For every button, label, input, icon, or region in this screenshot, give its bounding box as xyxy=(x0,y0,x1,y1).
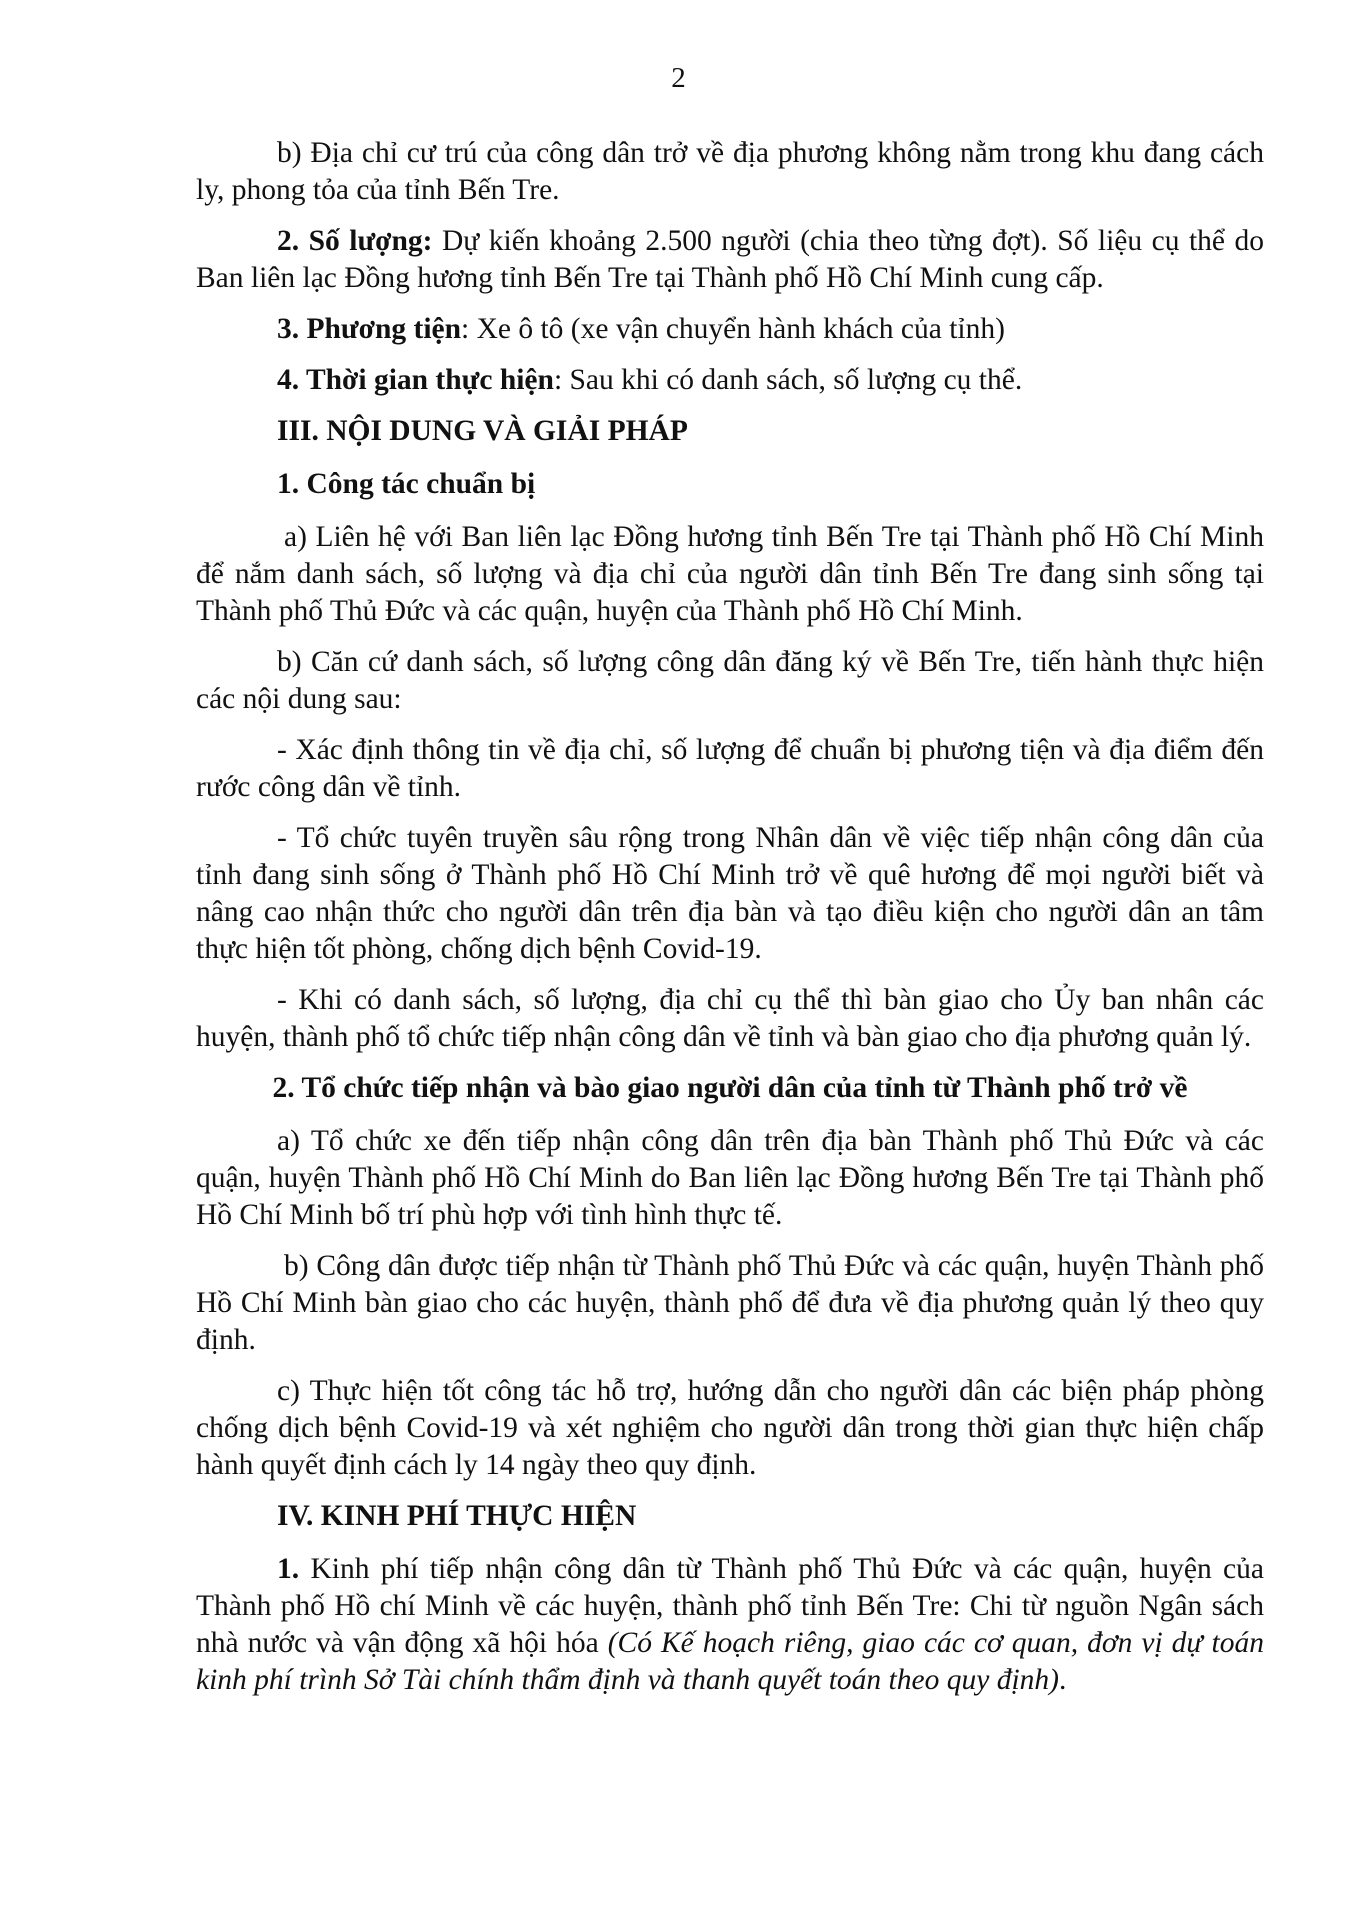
paragraph-text: : Sau khi có danh sách, số lượng cụ thể. xyxy=(553,364,1023,396)
paragraph: b) Căn cứ danh sách, số lượng công dân đăng ký về Bến Tre, tiến hành thực hiện các nội dung sau: xyxy=(196,646,1264,715)
subsection-heading: 1. Công tác chuẩn bị xyxy=(277,468,536,500)
bold-lead: 2. Số lượng: xyxy=(277,225,433,257)
paragraph xyxy=(196,362,1264,399)
paragraph: b) Địa chỉ cư trú của công dân trở về địa phương không nằm trong khu đang cách ly, phong tỏa của tỉnh Bến Tre. xyxy=(196,137,1264,206)
paragraph-text: Kinh phí tiếp nhận công dân từ Thành phố Thủ Đức và các quận, huyện của Thành phố Hồ chí Minh về các huyện, thành phố tỉnh Bến Tre: Chi từ nguồn Ngân sách nhà nước và vận động xã hội hóa xyxy=(196,1553,1264,1659)
page-number: 2 xyxy=(671,62,686,94)
paragraph: - Xác định thông tin về địa chỉ, số lượng để chuẩn bị phương tiện và địa điểm đến rước công dân về tỉnh. xyxy=(196,734,1264,803)
paragraph-text: : Xe ô tô (xe vận chuyển hành khách của tỉnh) xyxy=(461,313,1005,345)
paragraph xyxy=(196,311,1264,348)
section-heading: IV. KINH PHÍ THỰC HIỆN xyxy=(277,1500,637,1532)
paragraph-tail: . xyxy=(1058,1664,1067,1696)
paragraph: a) Liên hệ với Ban liên lạc Đồng hương tỉnh Bến Tre tại Thành phố Hồ Chí Minh để nắm danh sách, số lượng và địa chỉ của người dân tỉnh Bến Tre đang sinh sống tại Thành phố Thủ Đức và các quận, huyện của Thành phố Hồ Chí Minh. xyxy=(196,521,1264,627)
paragraph: - Tổ chức tuyên truyền sâu rộng trong Nhân dân về việc tiếp nhận công dân của tỉnh đang sinh sống ở Thành phố Hồ Chí Minh trở về quê hương để mọi người biết và nâng cao nhận thức cho người dân trên địa bàn và tạo điều kiện cho người dân an tâm thực hiện tốt phòng, chống dịch bệnh Covid-19. xyxy=(196,822,1264,965)
paragraph: a) Tổ chức xe đến tiếp nhận công dân trên địa bàn Thành phố Thủ Đức và các quận, huyện Thành phố Hồ Chí Minh do Ban liên lạc Đồng hương Bến Tre tại Thành phố Hồ Chí Minh bố trí phù hợp với tình hình thực tế. xyxy=(196,1125,1264,1231)
subsection-heading: 2. Tổ chức tiếp nhận và bào giao người dân của tỉnh từ Thành phố trở về xyxy=(272,1072,1188,1104)
bold-lead: 1. xyxy=(277,1553,300,1585)
bold-lead: 4. Thời gian thực hiện xyxy=(277,364,554,396)
paragraph: - Khi có danh sách, số lượng, địa chỉ cụ thể thì bàn giao cho Ủy ban nhân các huyện, thành phố tổ chức tiếp nhận công dân về tỉnh và bàn giao cho địa phương quản lý. xyxy=(196,984,1264,1053)
paragraph xyxy=(196,223,1264,297)
paragraph: b) Công dân được tiếp nhận từ Thành phố Thủ Đức và các quận, huyện Thành phố Hồ Chí Minh bàn giao cho các huyện, thành phố để đưa về địa phương quản lý theo quy định. xyxy=(196,1250,1264,1356)
paragraph-text: Dự kiến khoảng 2.500 người (chia theo từng đợt). Số liệu cụ thể do Ban liên lạc Đồng hương tỉnh Bến Tre tại Thành phố Hồ Chí Minh cung cấp. xyxy=(196,225,1264,294)
document-body xyxy=(196,135,1264,1713)
bold-lead: 3. Phương tiện xyxy=(277,313,462,345)
paragraph xyxy=(196,1551,1264,1699)
paragraph: c) Thực hiện tốt công tác hỗ trợ, hướng dẫn cho người dân các biện pháp phòng chống dịch bệnh Covid-19 và xét nghiệm cho người dân trong thời gian thực hiện chấp hành quyết định cách ly 14 ngày theo quy định. xyxy=(196,1375,1264,1481)
italic-note: (Có Kế hoạch riêng, giao các cơ quan, đơn vị dự toán kinh phí trình Sở Tài chính thẩm định và thanh quyết toán theo quy định) xyxy=(196,1627,1264,1696)
section-heading: III. NỘI DUNG VÀ GIẢI PHÁP xyxy=(277,415,688,447)
